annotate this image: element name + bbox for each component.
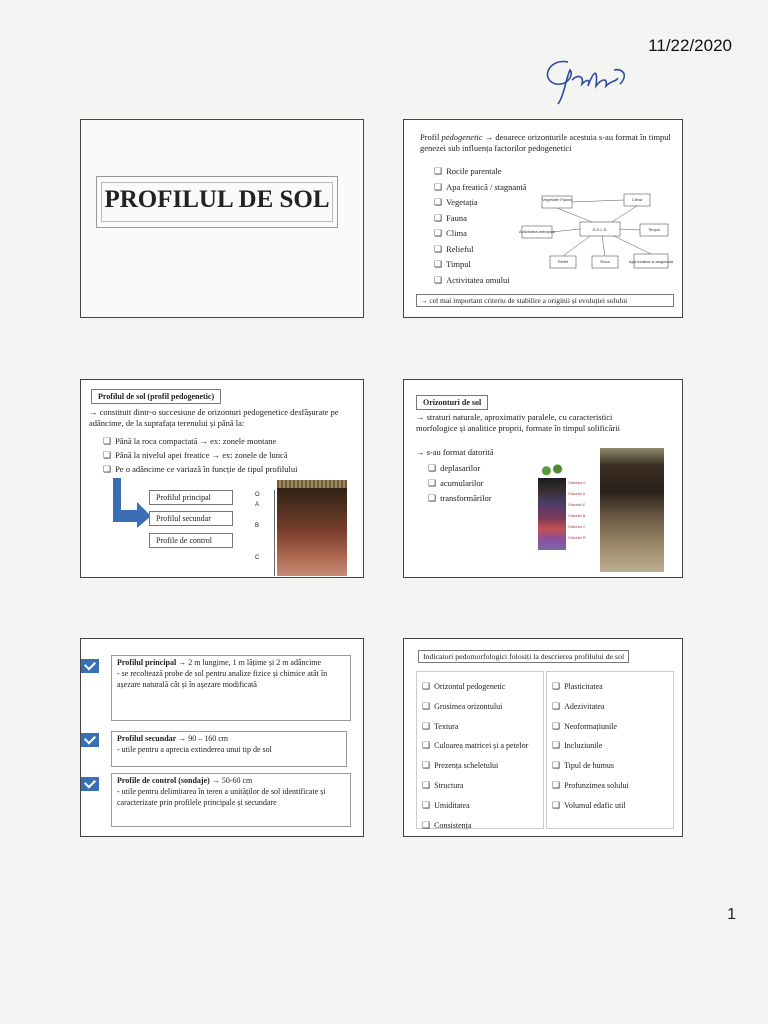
slide4-title: Orizonturi de sol — [416, 395, 488, 410]
horizon-label: C — [255, 555, 260, 561]
diagram-label: Relief — [557, 259, 569, 264]
list-item: ❑ Clima — [434, 226, 527, 242]
list-item: ❑ Incluziunile — [552, 736, 629, 756]
slide-horizons — [403, 379, 683, 578]
strip-label: Orizontul R — [568, 536, 586, 540]
slide3-list — [103, 434, 298, 476]
list-item: ❑ acumularilor — [428, 476, 492, 491]
list-item: ❑ Apa freatică / stagnantă — [434, 180, 527, 196]
list-item: ❑ Activitatea omului — [434, 273, 527, 289]
diagram-label: S.O.L.S. — [592, 227, 608, 232]
diagram-label: Roca — [600, 259, 610, 264]
list-item: ❑ Profunzimea solului — [552, 776, 629, 796]
list-item: ❑ Până la roca compactată → ex: zonele montane — [103, 434, 298, 448]
slide-profile — [80, 379, 364, 578]
slide-profile-types — [80, 638, 364, 837]
chevron-down-icon — [81, 777, 99, 791]
list-item: ❑ Pe o adâncime ce variază în funcție de tipul profilului — [103, 462, 298, 476]
block-principal-text — [117, 658, 347, 690]
slide2-intro: Profil pedogenetic → deoarece orizonturile acestuia s-au format în timpul genezei sub influența factorilor pedogenetici — [420, 132, 671, 154]
profile-box-control: Profile de control — [149, 533, 233, 548]
horizon-label: O — [255, 492, 260, 498]
list-item: ❑ Timpul — [434, 257, 527, 273]
block-title-rest: → 90 – 160 cm — [178, 734, 228, 743]
arrow-right-icon — [109, 478, 153, 528]
slide4-list — [428, 461, 492, 506]
date-stamp: 11/22/2020 — [648, 36, 732, 55]
block-control-text — [117, 776, 347, 808]
block-text: - utile pentru a aprecia extinderea unui tip de sol — [117, 744, 272, 754]
list-item: ❑ Consistența — [422, 816, 528, 836]
strip-label: Orizontul B — [568, 514, 586, 518]
list-item: ❑ Rocile parentale — [434, 164, 527, 180]
list-item: ❑ Prezența scheletului — [422, 756, 528, 776]
list-item: ❑ Culoarea matricei și a petelor — [422, 736, 528, 756]
list-item: ❑ deplasarilor — [428, 461, 492, 476]
strip-labels — [568, 478, 586, 544]
signature — [528, 40, 638, 110]
block-title-rest: → 2 m lungime, 1 m lățime și 2 m adâncime — [178, 658, 322, 667]
list-item: ❑ Neoformațiunile — [552, 717, 629, 737]
list-item: ❑ Orizontul pedogenetic — [422, 677, 528, 697]
slide-title-text: PROFILUL DE SOL — [104, 186, 330, 213]
indicators-col2 — [552, 677, 629, 816]
list-item: ❑ Vegetația — [434, 195, 527, 211]
soil-profile-image — [277, 486, 347, 576]
slide-indicators — [403, 638, 683, 837]
list-item: ❑ Structura — [422, 776, 528, 796]
soil-photo — [600, 448, 664, 572]
block-text: - se recoltează probe de sol pentru analize fizice și chimice atât în așezare naturală cât și în așezare modificată — [117, 668, 328, 689]
profile-box-secundar: Profilul secundar — [149, 511, 233, 526]
diagram-label: Timpul — [648, 227, 660, 232]
soil-grass — [277, 480, 347, 488]
slide4-line2: → s-au format datorită — [416, 447, 494, 457]
list-item: ❑ Tipul de humus — [552, 756, 629, 776]
plants-icon — [538, 460, 566, 478]
slide2-footer: → cel mai important criteriu de stabilire a originii și evoluției solului — [416, 294, 674, 307]
list-item: ❑ transformărilor — [428, 491, 492, 506]
horizon-label: B — [255, 523, 260, 529]
horizon-label: A — [255, 502, 260, 508]
list-item: ❑ Umiditatea — [422, 796, 528, 816]
diagram-label: Vegetatie Fauna — [542, 197, 572, 202]
horizon-scale — [264, 490, 275, 576]
block-secundar-text — [117, 734, 343, 756]
slide3-line: → constituit dintr-o succesiune de orizonturi pedogenetice desfășurate pe adâncime, de la suprafața terenului și până la: — [89, 407, 339, 429]
slide2-intro-em: pedogenetic — [441, 132, 483, 142]
block-title: Profilul principal — [117, 658, 177, 667]
list-item: ❑ Adezivitatea — [552, 697, 629, 717]
strip-label: Orizontul O — [568, 481, 586, 485]
diagram-label: Activitatea antropica — [518, 229, 556, 234]
strip-label: Orizontul A — [568, 492, 586, 496]
diagram-label: Apa freatica si stagnanta — [628, 259, 674, 264]
indicators-col1 — [422, 677, 528, 835]
list-item: ❑ Până la nivelul apei freatice → ex: zonele de luncă — [103, 448, 298, 462]
slide2-factor-list — [434, 164, 527, 288]
list-item: ❑ Grosimea orizontului — [422, 697, 528, 717]
strip-label: Orizontul C — [568, 525, 586, 529]
diagram-label: Clima — [631, 197, 643, 202]
chevron-down-icon — [81, 659, 99, 673]
profile-box-principal: Profilul principal — [149, 490, 233, 505]
list-item: ❑ Volumul edafic util — [552, 796, 629, 816]
list-item: ❑ Plasticitatea — [552, 677, 629, 697]
chevron-down-icon — [81, 733, 99, 747]
slide6-title: Indicatori pedomorfologici folosiți la descrierea profilului de sol — [418, 650, 629, 663]
factor-diagram — [514, 188, 679, 278]
block-title: Profilul secundar — [117, 734, 177, 743]
list-item: ❑ Fauna — [434, 211, 527, 227]
page-number: 1 — [727, 906, 736, 923]
horizon-strip — [538, 478, 566, 550]
list-item: ❑ Textura — [422, 717, 528, 737]
block-title: Profile de control (sondaje) — [117, 776, 210, 785]
strip-label: Orizontul E — [568, 503, 586, 507]
slide3-title: Profilul de sol (profil pedogenetic) — [91, 389, 221, 404]
block-text: - utile pentru delimitarea în teren a unităților de sol identificate și caracterizate prin profilele principale și secundare — [117, 786, 326, 807]
block-title-rest: → 50-60 cm — [211, 776, 253, 785]
slide-title — [80, 119, 364, 318]
list-item: ❑ Relieful — [434, 242, 527, 258]
slide4-line1: → straturi naturale, aproximativ paralele, cu caracteristici morfologice și analitice proprii, formate în timpul solificării — [416, 412, 620, 434]
slide-pedogenetic — [403, 119, 683, 318]
